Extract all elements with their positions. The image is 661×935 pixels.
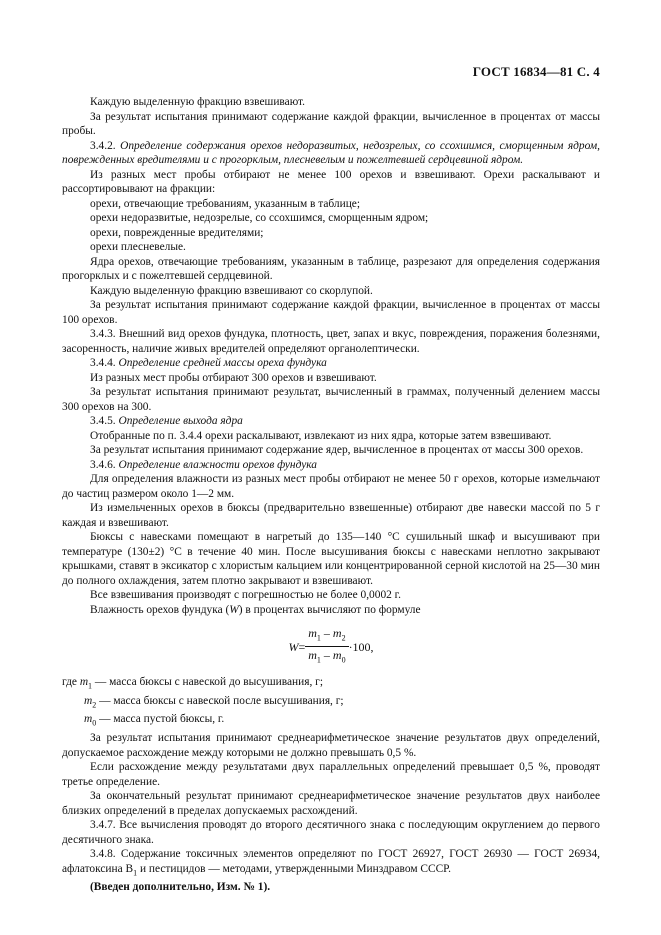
subscript: 0 — [92, 718, 97, 728]
paragraph — [62, 847, 600, 880]
paragraph: За результат испытания принимают содержание каждой фракции, вычисленное в процентах от массы 100 орехов. — [62, 299, 600, 326]
paragraph: Бюксы с навесками помещают в нагретый до 135—140 °С сушильный шкаф и высушивают при температуре (130±2) °С в течение 40 мин. После высушивания бюксы с навесками неплотно закрывают крышками, ставят в эксикатор с хлористым кальцием или концентрированной серной кислотой на 25—30 мин до полного охлаждения, затем плотно закрывают и взвешивают. — [62, 531, 600, 587]
subscript: 1 — [133, 867, 138, 877]
paragraph: Если расхождение между результатами двух параллельных определений превышает 0,5 %, проводят третье определение. — [62, 761, 600, 788]
paragraph: За окончательный результат принимают среднеарифметическое значение результатов двух наиболее близких определений в пределах допускаемых расхождений. — [62, 790, 600, 817]
section-number: 3.4.2. — [90, 139, 121, 152]
formula-eq: = — [298, 639, 306, 654]
list-item: орехи плесневелые. — [90, 241, 186, 253]
var: m — [332, 648, 342, 663]
amendment-note: (Введен дополнительно, Изм. № 1). — [90, 881, 271, 894]
subscript: 1 — [316, 655, 321, 665]
text-run: ) в процентах вычисляют по формуле — [238, 603, 421, 616]
section-title: Определение влажности орехов фундука — [118, 458, 317, 471]
moisture-formula — [62, 625, 600, 669]
paragraph: За результат испытания принимают результат, вычисленный в граммах, полученный делением массы 300 орехов на 300. — [62, 386, 600, 413]
paragraph: Из измельченных орехов в бюксы (предварительно взвешенные) отбирают две навески массой по 5 г каждая и взвешивают. — [62, 502, 600, 529]
formula-fraction — [305, 625, 348, 669]
page-header: ГОСТ 16834—81 С. 4 — [472, 64, 600, 79]
section-title: Определение выхода ядра — [118, 415, 243, 427]
legend-row — [62, 712, 600, 731]
variable-w: W — [229, 603, 239, 616]
paragraph: Все взвешивания производят с погрешностью не более 0,0002 г. — [90, 589, 401, 601]
legend-text: — масса пустой бюксы, г. — [96, 713, 225, 726]
legend-row — [62, 694, 600, 713]
var: m — [308, 626, 317, 640]
text-run: и пестицидов — методами, утвержденными Минздравом СССР. — [137, 862, 451, 875]
paragraph: Ядра орехов, отвечающие требованиям, указанным в таблице, разрезают для определения содержания прогорклых и с пожелтевшей сердцевиной. — [62, 255, 600, 282]
section-heading-3-4-5 — [62, 414, 600, 429]
legend-row — [62, 675, 600, 694]
var: m — [84, 713, 93, 726]
paragraph: 3.4.7. Все вычисления проводят до второго десятичного знака с последующим округлением до первого десятичного знака. — [62, 819, 600, 846]
var: m — [84, 694, 93, 707]
list-item: орехи, поврежденные вредителями; — [90, 226, 264, 239]
paragraph: За результат испытания принимают среднеарифметическое значение результатов двух определений, допускаемое расхождение между которыми не должно превышать 0,5 %. — [62, 732, 600, 759]
paragraph: Каждую выделенную фракцию взвешивают со скорлупой. — [90, 284, 373, 297]
document-body — [62, 95, 600, 895]
paragraph — [62, 603, 600, 618]
formula-lhs: W — [288, 639, 299, 654]
var: m — [308, 648, 317, 663]
legend-text: — масса бюксы с навеской после высушивания, г; — [96, 694, 344, 707]
paragraph: Из разных мест пробы отбирают не менее 100 орехов и взвешивают. Орехи раскалывают и рассортировывают на фракции: — [62, 168, 600, 195]
text-run: Влажность орехов фундука ( — [90, 603, 230, 616]
subscript: 1 — [88, 681, 93, 691]
operator: – — [320, 626, 333, 640]
section-title: Определение средней массы ореха фундука — [118, 357, 327, 369]
paragraph: Отобранные по п. 3.4.4 орехи раскалывают, извлекают из них ядра, которые затем взвешивают. — [90, 429, 552, 442]
formula-legend — [62, 675, 600, 731]
paragraph: Для определения влажности из разных мест пробы отбирают не менее 50 г орехов, которые измельчают до частиц размером около 1—2 мм. — [62, 473, 600, 500]
section-number: 3.4.5. — [90, 415, 119, 427]
formula-denominator — [305, 647, 348, 668]
operator: – — [320, 648, 333, 663]
list-item: орехи недоразвитые, недозрелые, со ссохшимся, сморщенным ядром; — [90, 212, 429, 224]
formula-numerator — [305, 625, 348, 647]
paragraph: 3.4.3. Внешний вид орехов фундука, плотность, цвет, запах и вкус, повреждения, поражения болезнями, засоренность, наличие живых вредителей определяют органолептически. — [62, 328, 600, 355]
subscript: 2 — [341, 633, 346, 643]
var: m — [332, 626, 342, 640]
section-heading-3-4-6 — [62, 458, 600, 473]
subscript: 1 — [316, 633, 321, 643]
section-title: Определение содержания орехов недоразвитых, недозрелых, со ссохшимся, сморщенным ядром, поврежденных вредителями и с прогорклым, плесневелым и пожелтевшей сердцевиной ядром. — [62, 139, 601, 166]
var: m — [79, 675, 89, 688]
paragraph: За результат испытания принимают содержание каждой фракции, вычисленное в процентах от массы пробы. — [62, 110, 600, 137]
formula-tail: ·100, — [348, 639, 374, 654]
text-run: 3.4.8. Содержание токсичных элементов определяют по ГОСТ 26927, ГОСТ 26930 — ГОСТ 26934, афлатоксина В — [62, 848, 600, 875]
section-number: 3.4.6. — [90, 458, 119, 471]
list-item: орехи, отвечающие требованиям, указанным в таблице; — [90, 197, 361, 210]
legend-where: где — [62, 675, 80, 688]
subscript: 0 — [341, 655, 346, 665]
subscript: 2 — [92, 699, 97, 709]
paragraph: За результат испытания принимают содержание ядер, вычисленное в процентах от массы 300 орехов. — [90, 444, 584, 456]
section-heading-3-4-2 — [62, 139, 600, 168]
paragraph: Каждую выделенную фракцию взвешивают. — [90, 96, 306, 108]
paragraph: Из разных мест пробы отбирают 300 орехов и взвешивают. — [90, 371, 377, 384]
section-number: 3.4.4. — [90, 357, 119, 369]
legend-text: — масса бюксы с навеской до высушивания, г; — [92, 675, 324, 688]
section-heading-3-4-4 — [62, 356, 600, 371]
